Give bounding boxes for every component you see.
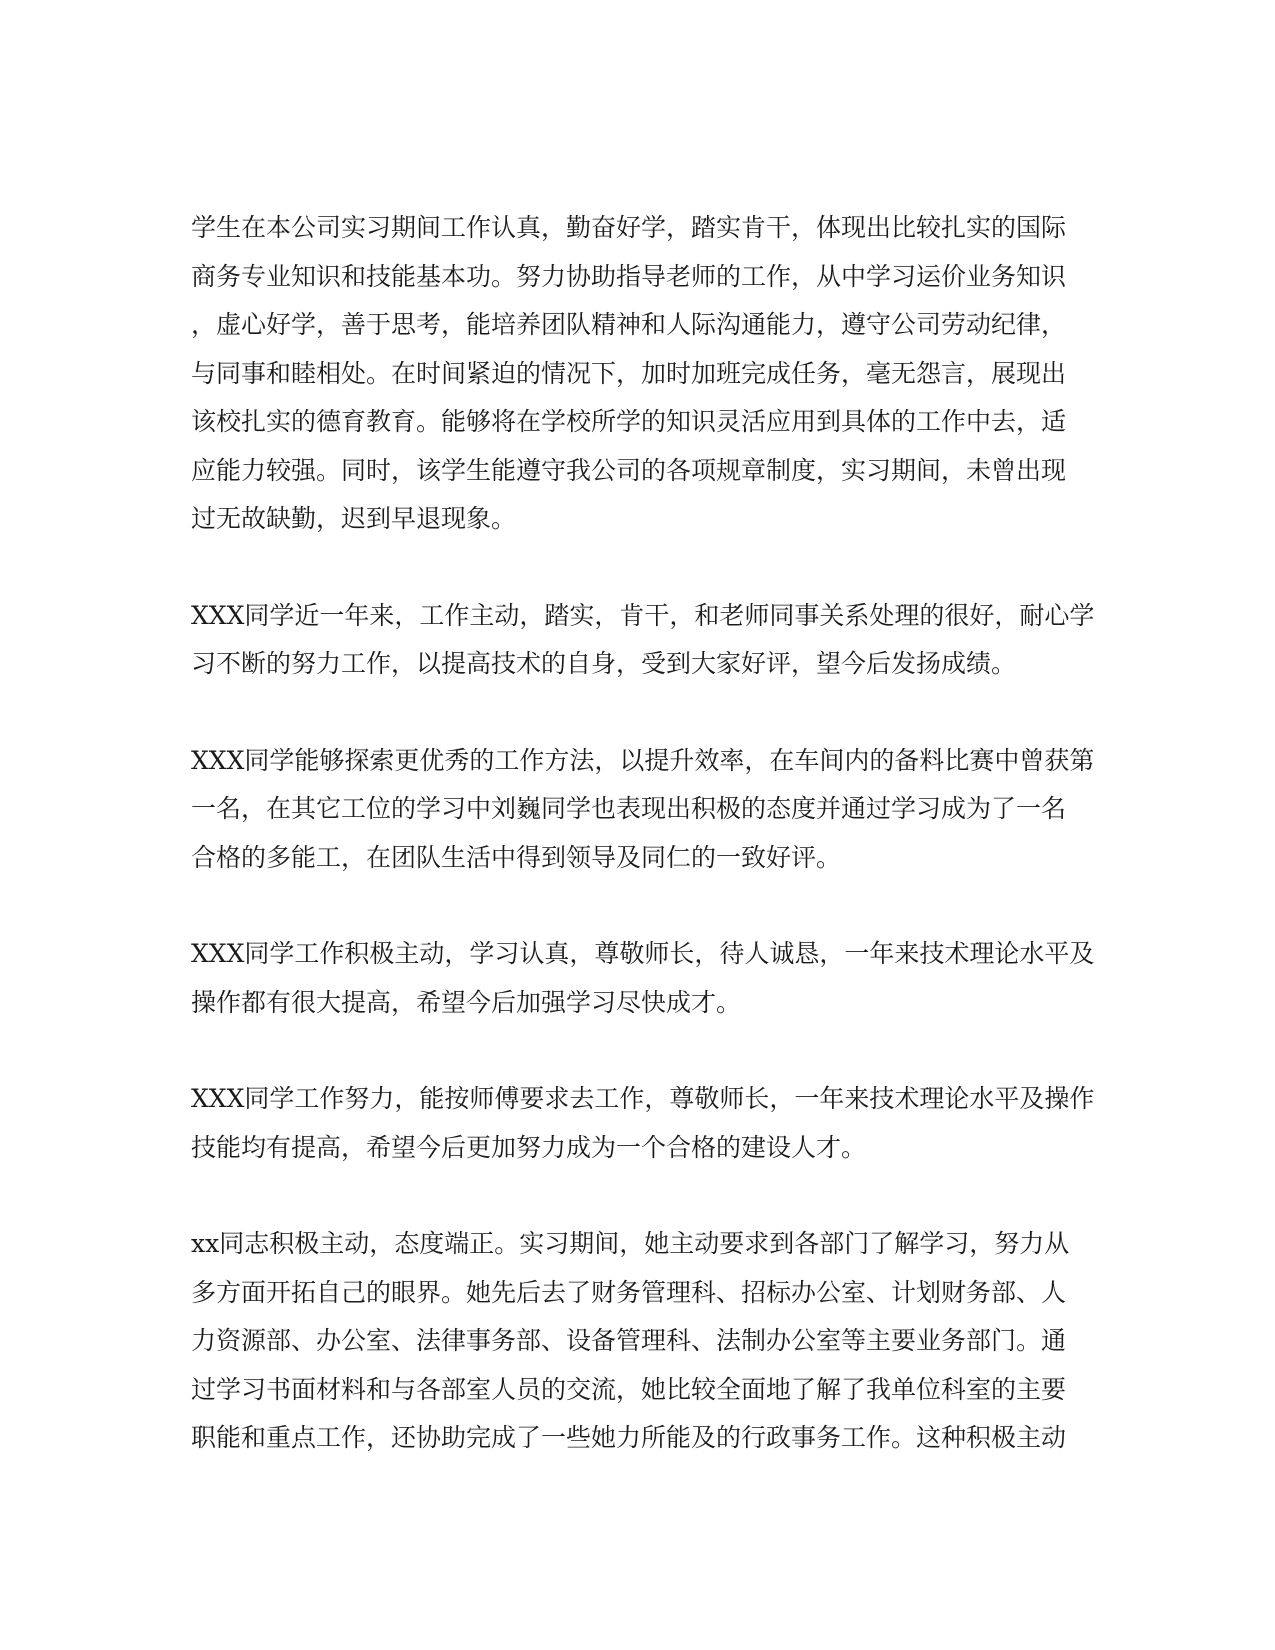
text-line: 合格的多能工，在团队生活中得到领导及同仁的一致好评。 bbox=[191, 842, 842, 872]
paragraph-comrade-comment bbox=[191, 1220, 1091, 1463]
text-line: XXX同学近一年来，工作主动，踏实，肯干，和老师同事关系处理的很好，耐心学 bbox=[191, 600, 1095, 630]
text-line: 过学习书面材料和与各部室人员的交流，她比较全面地了解了我单位科室的主要 bbox=[191, 1374, 1067, 1404]
paragraph-student-comment-3 bbox=[191, 930, 1095, 1027]
text-line: 力资源部、办公室、法律事务部、设备管理科、法制办公室等主要业务部门。通 bbox=[191, 1326, 1067, 1355]
text-line: 多方面开拓自己的眼界。她先后去了财务管理科、招标办公室、计划财务部、人 bbox=[191, 1277, 1067, 1307]
text-line: 职能和重点工作，还协助完成了一些她力所能及的行政事务工作。这种积极主动 bbox=[191, 1423, 1067, 1452]
text-line: xx同志积极主动，态度端正。实习期间，她主动要求到各部门了解学习，努力从 bbox=[191, 1229, 1070, 1258]
text-line: 习不断的努力工作，以提高技术的自身，受到大家好评，望今后发扬成绩。 bbox=[191, 649, 1017, 678]
document-body bbox=[191, 204, 1095, 1511]
text-line: XXX同学工作努力，能按师傅要求去工作，尊敬师长，一年来技术理论水平及操作 bbox=[191, 1084, 1095, 1113]
text-line: 操作都有很大提高，希望今后加强学习尽快成才。 bbox=[191, 987, 742, 1017]
text-line: 商务专业知识和技能基本功。努力协助指导老师的工作，从中学习运价业务知识 bbox=[191, 261, 1067, 291]
text-line: 应能力较强。同时，该学生能遵守我公司的各项规章制度，实习期间，未曾出现 bbox=[191, 455, 1067, 485]
paragraph-student-comment-1 bbox=[191, 592, 1095, 689]
text-line: XXX同学能够探索更优秀的工作方法，以提升效率，在车间内的备料比赛中曾获第 bbox=[191, 745, 1095, 775]
paragraph-student-comment-4 bbox=[191, 1075, 1095, 1172]
paragraph-internship-evaluation bbox=[191, 204, 1091, 544]
paragraph-student-comment-2 bbox=[191, 737, 1095, 883]
text-line: ，虚心好学，善于思考，能培养团队精神和人际沟通能力，遵守公司劳动纪律， bbox=[191, 310, 1067, 339]
text-line: XXX同学工作积极主动，学习认真，尊敬师长，待人诚恳，一年来技术理论水平及 bbox=[191, 939, 1095, 968]
text-line: 与同事和睦相处。在时间紧迫的情况下，加时加班完成任务，毫无怨言，展现出 bbox=[191, 358, 1067, 388]
text-line: 一名，在其它工位的学习中刘巍同学也表现出积极的态度并通过学习成为了一名 bbox=[191, 794, 1067, 823]
text-line: 该校扎实的德育教育。能够将在学校所学的知识灵活应用到具体的工作中去，适 bbox=[191, 407, 1067, 436]
text-line: 学生在本公司实习期间工作认真，勤奋好学，踏实肯干，体现出比较扎实的国际 bbox=[191, 213, 1067, 242]
text-line: 技能均有提高，希望今后更加努力成为一个合格的建设人才。 bbox=[191, 1132, 867, 1162]
text-line: 过无故缺勤，迟到早退现象。 bbox=[191, 504, 517, 533]
